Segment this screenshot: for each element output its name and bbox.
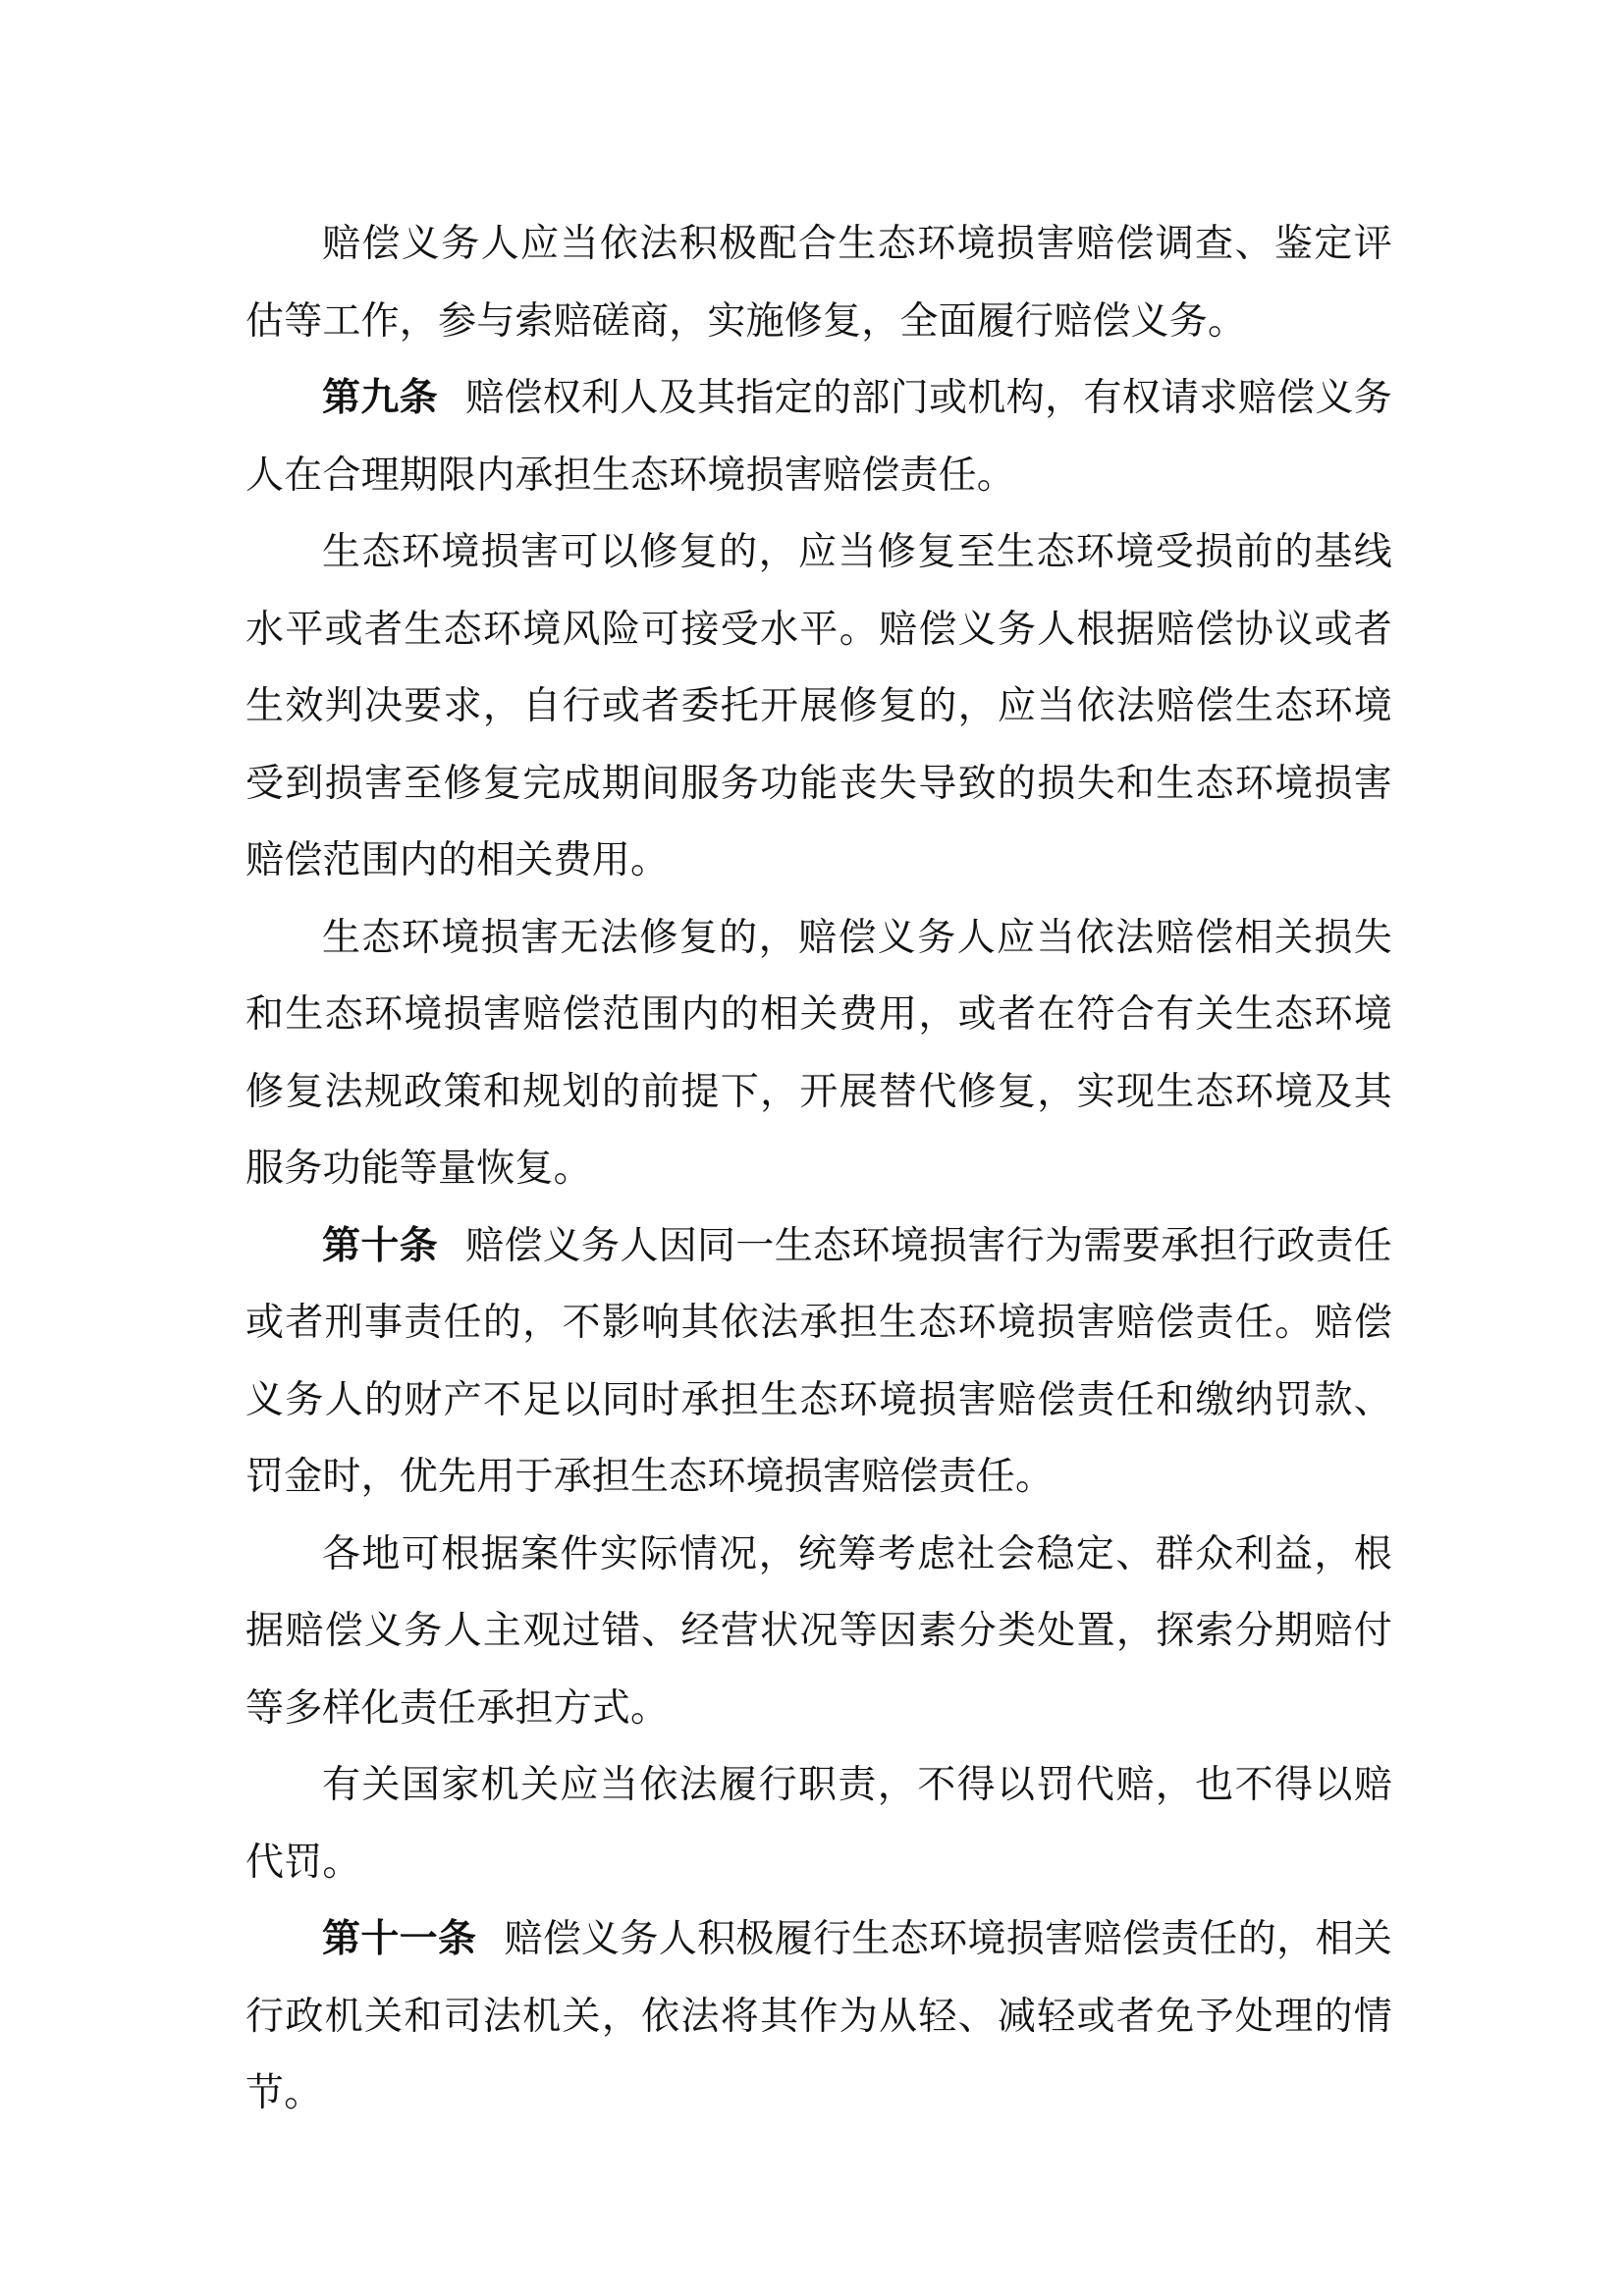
paragraph — [245, 514, 1392, 900]
paragraph-text: 赔偿权利人及其指定的部门或机构，有权请求赔偿义务人在合理期限内承担生态环境损害赔偿责任。 — [245, 376, 1392, 498]
paragraph-text: 生态环境损害可以修复的，应当修复至生态环境受损前的基线水平或者生态环境风险可接受水平。赔偿义务人根据赔偿协议或者生效判决要求，自行或者委托开展修复的，应当依法赔偿生态环境受到损害至修复完成期间服务功能丧失导致的损失和生态环境损害赔偿范围内的相关费用。 — [245, 530, 1392, 882]
paragraph-text: 赔偿义务人应当依法积极配合生态环境损害赔偿调查、鉴定评估等工作，参与索赔磋商，实施修复，全面履行赔偿义务。 — [245, 222, 1392, 344]
paragraph-text: 各地可根据案件实际情况，统筹考虑社会稳定、群众利益，根据赔偿义务人主观过错、经营状况等因素分类处置，探索分期赔付等多样化责任承担方式。 — [245, 1531, 1392, 1731]
paragraph-text: 生态环境损害无法修复的，赔偿义务人应当依法赔偿相关损失和生态环境损害赔偿范围内的相关费用，或者在符合有关生态环境修复法规政策和规划的前提下，开展替代修复，实现生态环境及其服务功能等量恢复。 — [245, 915, 1392, 1191]
document-body — [245, 206, 1392, 2133]
article-paragraph — [245, 1208, 1392, 1517]
article-heading: 第九条 — [322, 376, 439, 420]
paragraph — [245, 1747, 1392, 1901]
paragraph — [245, 206, 1392, 360]
paragraph-text: 有关国家机关应当依法履行职责，不得以罚代赔，也不得以赔代罚。 — [245, 1763, 1392, 1885]
article-paragraph — [245, 1901, 1392, 2133]
paragraph-text: 赔偿义务人积极履行生态环境损害赔偿责任的，相关行政机关和司法机关，依法将其作为从轻、减轻或者免予处理的情节。 — [245, 1917, 1392, 2115]
article-heading: 第十一条 — [322, 1917, 477, 1961]
article-paragraph — [245, 360, 1392, 514]
paragraph — [245, 1517, 1392, 1748]
paragraph — [245, 900, 1392, 1208]
paragraph-text: 赔偿义务人因同一生态环境损害行为需要承担行政责任或者刑事责任的，不影响其依法承担生态环境损害赔偿责任。赔偿义务人的财产不足以同时承担生态环境损害赔偿责任和缴纳罚款、罚金时，优先用于承担生态环境损害赔偿责任。 — [245, 1223, 1392, 1499]
article-heading: 第十条 — [322, 1223, 439, 1268]
